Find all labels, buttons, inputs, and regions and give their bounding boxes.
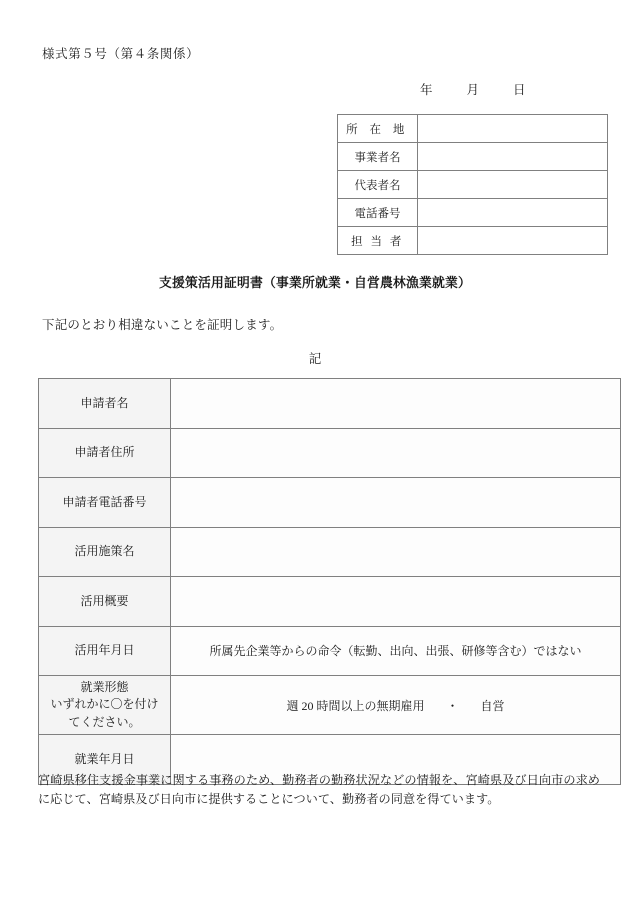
- table-row: [39, 527, 621, 577]
- date-day-label: 日: [513, 83, 526, 97]
- issuer-value-location[interactable]: [418, 115, 608, 143]
- issuer-label-contact-person: 担 当 者: [338, 227, 418, 255]
- table-row: [39, 478, 621, 528]
- issuer-value-phone[interactable]: [418, 199, 608, 227]
- table-row: [39, 626, 621, 676]
- field-label-applicant-address: [39, 428, 171, 478]
- issuer-label-location: 所 在 地: [338, 115, 418, 143]
- field-value-usage-date[interactable]: 所属先企業等からの命令（転勤、出向、出張、研修等含む）ではない: [171, 626, 621, 676]
- field-label-support-measure-name: [39, 527, 171, 577]
- table-row: [338, 227, 608, 255]
- label-line: 活用施策名: [74, 544, 135, 559]
- field-label-usage-summary: [39, 577, 171, 627]
- field-value-support-measure-name[interactable]: [171, 527, 621, 577]
- table-row: [338, 199, 608, 227]
- employment-choice-permanent[interactable]: 週 20 時間以上の無期雇用: [286, 698, 425, 713]
- consent-paragraph: 宮崎県移住支援金事業に関する事務のため、勤務者の勤務状況などの情報を、宮崎県及び日向市の求めに応じて、宮崎県及び日向市に提供することについて、勤務者の同意を得ています。: [38, 773, 600, 806]
- field-label-applicant-phone: [39, 478, 171, 528]
- issuer-label-phone: 電話番号: [338, 199, 418, 227]
- choice-separator: ・: [446, 698, 459, 713]
- table-row: [338, 143, 608, 171]
- field-label-applicant-name: [39, 379, 171, 429]
- field-label-usage-date: [39, 626, 171, 676]
- table-row: [39, 676, 621, 735]
- field-value-usage-summary[interactable]: [171, 577, 621, 627]
- label-line: 申請者電話番号: [62, 494, 147, 509]
- table-row: [39, 577, 621, 627]
- ki-marker: 記: [308, 352, 322, 366]
- date-line: [420, 80, 600, 98]
- issuer-info-table: [337, 114, 608, 255]
- label-line: 活用年月日: [74, 643, 135, 658]
- form-number: 様式第５号（第４条関係）: [42, 47, 200, 61]
- issuer-label-business-name: 事業者名: [338, 143, 418, 171]
- table-row: [39, 428, 621, 478]
- label-line: 申請者名: [80, 395, 129, 410]
- certification-statement: 下記のとおり相違ないことを証明します。: [42, 318, 283, 332]
- field-value-applicant-phone[interactable]: [171, 478, 621, 528]
- page-title: 支援策活用証明書（事業所就業・自営農林漁業就業）: [159, 276, 471, 290]
- date-year-label: 年: [420, 83, 433, 97]
- field-value-applicant-name[interactable]: [171, 379, 621, 429]
- label-line: てください。: [68, 714, 141, 729]
- field-value-applicant-address[interactable]: [171, 428, 621, 478]
- table-row: [39, 379, 621, 429]
- date-month-label: 月: [466, 83, 480, 97]
- issuer-value-contact-person[interactable]: [418, 227, 608, 255]
- label-line: 活用概要: [80, 593, 129, 608]
- label-line: 申請者住所: [74, 445, 135, 460]
- issuer-label-representative: 代表者名: [338, 171, 418, 199]
- field-value-employment-type: [171, 676, 621, 735]
- issuer-value-business-name[interactable]: [418, 143, 608, 171]
- table-row: [338, 171, 608, 199]
- table-row: [338, 115, 608, 143]
- label-line: いずれかに〇を付け: [50, 697, 159, 712]
- application-details-table: [38, 378, 621, 785]
- field-label-employment-type: [39, 676, 171, 735]
- issuer-value-representative[interactable]: [418, 171, 608, 199]
- employment-choice-self-employed[interactable]: 自営: [480, 698, 505, 713]
- label-line: 就業年月日: [74, 751, 135, 766]
- label-line: 就業形態: [80, 680, 129, 694]
